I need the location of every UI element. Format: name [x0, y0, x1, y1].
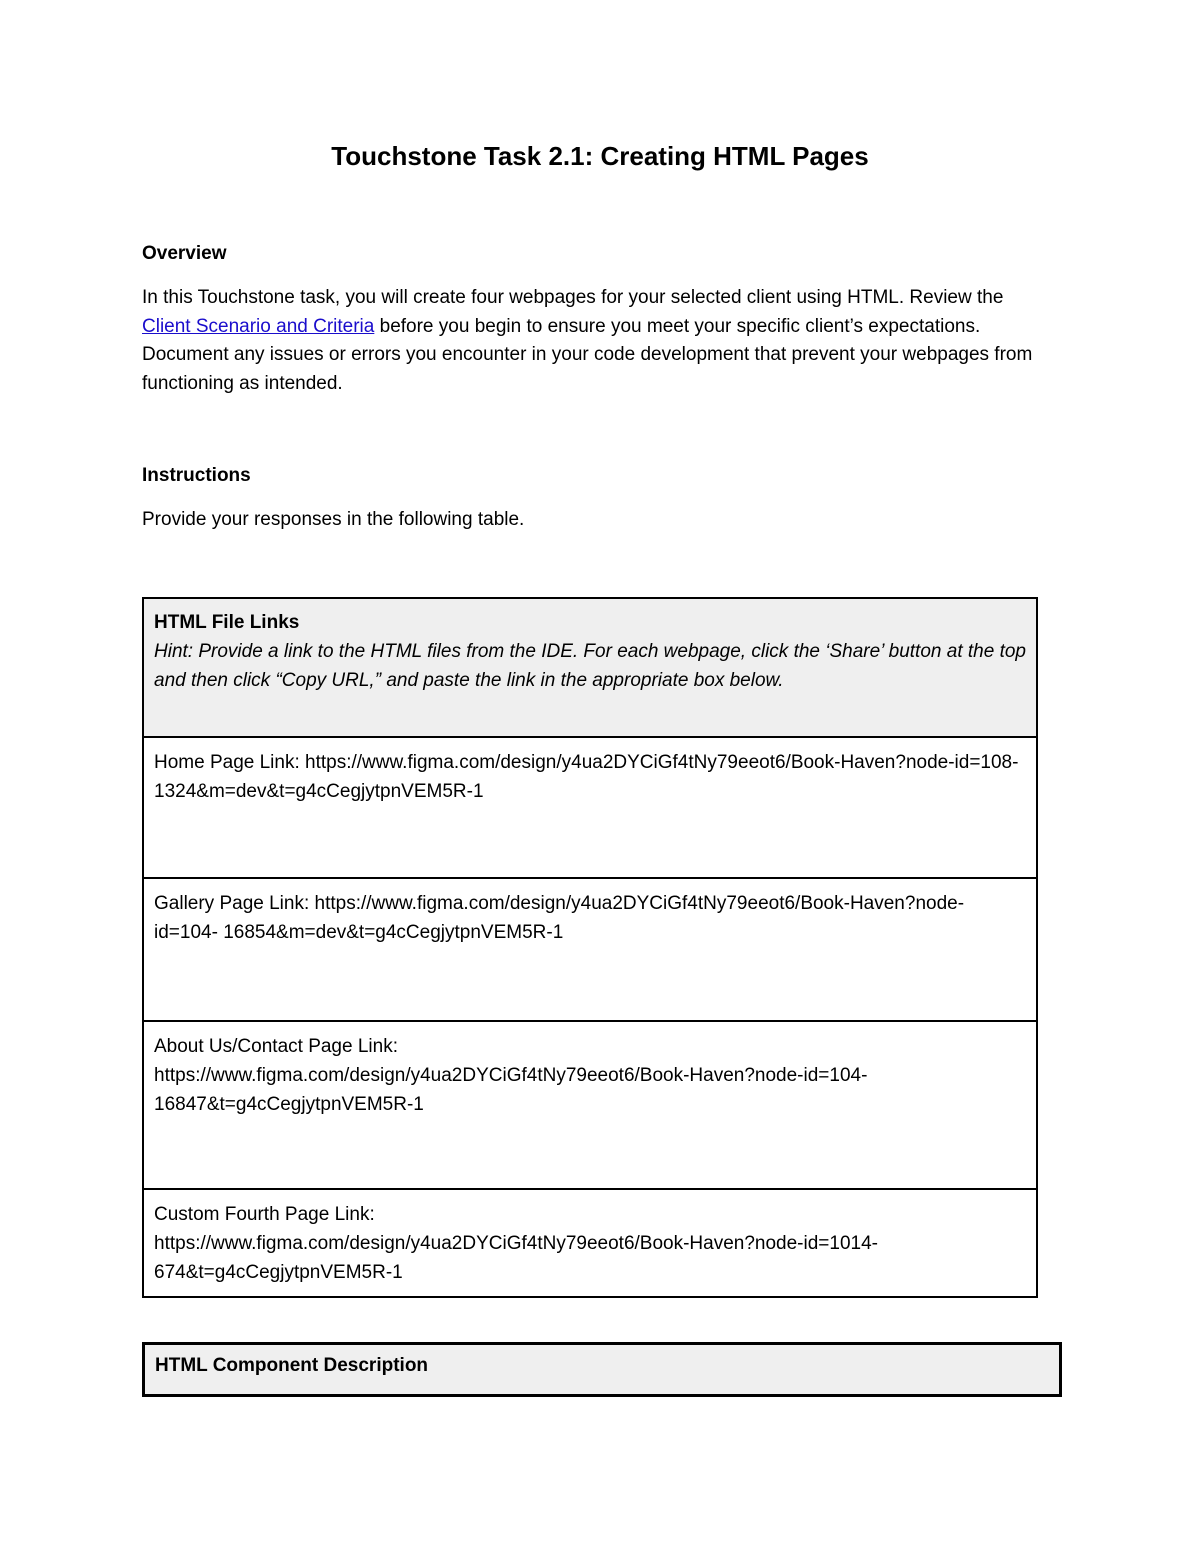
about-contact-page-link-url: https://www.figma.com/design/y4ua2DYCiGf4tNy79eeot6/Book-Haven?node-id=104-16847&t=g4cCegjytpnVEM5R-1: [154, 1065, 868, 1115]
home-page-link-cell[interactable]: [144, 736, 1036, 877]
custom-fourth-page-link-url: https://www.figma.com/design/y4ua2DYCiGf4tNy79eeot6/Book-Haven?node-id=1014-674&t=g4cCegjytpnVEM5R-1: [154, 1233, 878, 1283]
html-component-description-table: [142, 1342, 1062, 1397]
home-page-link-text: [154, 748, 1026, 806]
about-contact-page-link-cell[interactable]: [144, 1020, 1036, 1188]
instructions-text: Provide your responses in the following table.: [142, 509, 525, 530]
links-table-header: [144, 599, 1036, 736]
overview-text-start: In this Touchstone task, you will create four webpages for your selected client using HTML. Review the: [142, 287, 1004, 308]
instructions-heading: Instructions: [142, 465, 251, 486]
home-page-link-url: https://www.figma.com/design/y4ua2DYCiGf4tNy79eeot6/Book-Haven?node-id=108- 1324&m=dev&t=g4cCegjytpnVEM5R-1: [154, 752, 1019, 802]
gallery-page-link-cell[interactable]: [144, 877, 1036, 1020]
client-scenario-link[interactable]: Client Scenario and Criteria: [142, 315, 375, 337]
overview-text-end: before you begin to ensure you meet your specific client’s expectations. Document any issues or errors you encounter in your code development that prevent your webpages from functioning as intended.: [142, 315, 1033, 394]
gallery-page-link-url: https://www.figma.com/design/y4ua2DYCiGf4tNy79eeot6/Book-Haven?node-id=104- 16854&m=dev&t=g4cCegjytpnVEM5R-1: [154, 893, 965, 943]
page-title: Touchstone Task 2.1: Creating HTML Pages: [331, 141, 869, 171]
custom-fourth-page-link-cell[interactable]: [144, 1188, 1036, 1296]
links-table-title: HTML File Links: [154, 612, 300, 633]
about-contact-page-link-label: About Us/Contact Page Link:: [154, 1036, 398, 1057]
home-page-link-label: Home Page Link:: [154, 752, 300, 773]
overview-heading: Overview: [142, 243, 227, 264]
custom-fourth-page-link-label: Custom Fourth Page Link:: [154, 1204, 375, 1225]
html-file-links-table: [142, 597, 1038, 1298]
gallery-page-link-text: [154, 889, 1026, 947]
gallery-page-link-label: Gallery Page Link:: [154, 893, 310, 914]
links-table-hint: Hint: Provide a link to the HTML files from the IDE. For each webpage, click the ‘Share’ button at the top and then click “Copy URL,” and paste the link in the appropriate box below.: [154, 641, 1026, 691]
component-table-title: HTML Component Description: [155, 1355, 429, 1376]
overview-paragraph: [142, 284, 1052, 398]
